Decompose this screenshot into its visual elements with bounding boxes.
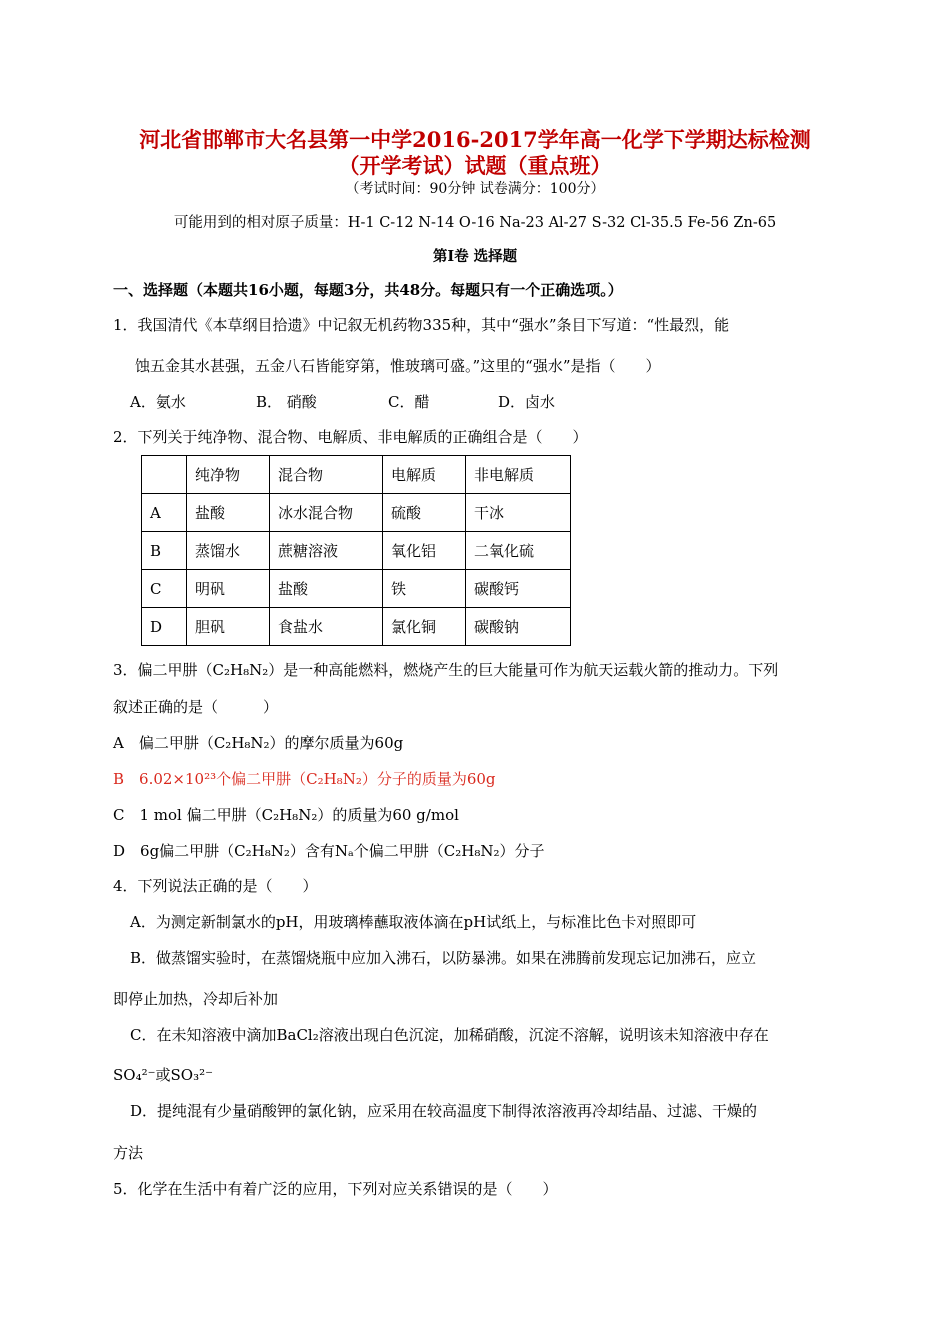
table-header-cell: 电解质 [383,456,466,494]
exam-title-line2: （开学考试）试题（重点班） [338,153,612,178]
table-cell: 碳酸钠 [466,608,571,646]
table-cell: 食盐水 [270,608,383,646]
section1-heading: 一、选择题（本题共16小题，每题3分，共48分。每题只有一个正确选项。） [113,281,623,299]
part-title: 第Ⅰ卷 选择题 [432,248,518,265]
table-cell: 干冰 [466,494,571,532]
table-header-cell: 纯净物 [187,456,270,494]
table-cell: 冰水混合物 [270,494,383,532]
q1-option-c: C．醋 [388,393,430,411]
table-header-row [142,456,571,494]
table-header-cell: 非电解质 [466,456,571,494]
table-cell: 盐酸 [187,494,270,532]
q3-line2: 叙述正确的是（ ） [113,698,279,716]
table-cell: C [142,570,187,608]
q4-option-d-line2: 方法 [113,1144,144,1162]
atomic-masses: 可能用到的相对原子质量：H-1 C-12 N-14 O-16 Na-23 Al-27 S-32 Cl-35.5 Fe-56 Zn-65 [173,215,777,231]
q2-table [141,455,571,646]
table-cell: 二氧化硫 [466,532,571,570]
q4-option-b-line1: B．做蒸馏实验时，在蒸馏烧瓶中应加入沸石，以防暴沸。如果在沸腾前发现忘记加沸石，应立 [130,949,757,967]
q3-option-d: D 6g偏二甲肼（C₂H₈N₂）含有Nₐ个偏二甲肼（C₂H₈N₂）分子 [113,842,545,860]
table-cell: 碳酸钙 [466,570,571,608]
q3-option-b: B 6.02×10²³个偏二甲肼（C₂H₈N₂）分子的质量为60g [113,770,496,788]
table-cell: 明矾 [187,570,270,608]
table-row [142,570,571,608]
q1-option-b: B． 硝酸 [256,393,317,411]
q4-option-c-line1: C．在未知溶液中滴加BaCl₂溶液出现白色沉淀，加稀硝酸，沉淀不溶解，说明该未知溶液中存在 [130,1026,769,1044]
table-cell: 铁 [383,570,466,608]
q4-option-c-line2: SO₄²⁻或SO₃²⁻ [113,1066,214,1084]
q5-stem: 5．化学在生活中有着广泛的应用，下列对应关系错误的是（ ） [113,1180,558,1198]
table-cell: 胆矾 [187,608,270,646]
q4-option-b-line2: 即停止加热，冷却后补加 [113,990,279,1008]
table-cell: 蒸馏水 [187,532,270,570]
table-row [142,608,571,646]
q4-option-a: A．为测定新制氯水的pH，用玻璃棒蘸取液体滴在pH试纸上，与标准比色卡对照即可 [130,913,697,931]
table-row [142,494,571,532]
table-header-cell: 混合物 [270,456,383,494]
q1-line1: 1．我国清代《本草纲目拾遗》中记叙无机药物335种，其中“强水”条目下写道：“性最烈，能 [113,316,730,334]
table-row [142,532,571,570]
table-header-cell [142,456,187,494]
table-cell: 硫酸 [383,494,466,532]
exam-info: （考试时间：90分钟 试卷满分：100分） [345,181,605,197]
table-cell: 盐酸 [270,570,383,608]
table-cell: 蔗糖溶液 [270,532,383,570]
q4-stem: 4．下列说法正确的是（ ） [113,877,318,895]
table-cell: A [142,494,187,532]
table-cell: B [142,532,187,570]
q1-option-a: A．氨水 [130,393,186,411]
q3-line1: 3．偏二甲肼（C₂H₈N₂）是一种高能燃料，燃烧产生的巨大能量可作为航天运载火箭的推动力。下列 [113,661,779,679]
q1-option-d: D．卤水 [498,393,556,411]
table-cell: 氧化铝 [383,532,466,570]
table-cell: D [142,608,187,646]
q3-option-a: A 偏二甲肼（C₂H₈N₂）的摩尔质量为60g [113,734,404,752]
table-cell: 氯化铜 [383,608,466,646]
q1-line2: 蚀五金其水甚强，五金八石皆能穿第，惟玻璃可盛。”这里的“强水”是指（ ） [135,357,661,375]
q2-stem: 2．下列关于纯净物、混合物、电解质、非电解质的正确组合是（ ） [113,428,588,446]
q4-option-d-line1: D．提纯混有少量硝酸钾的氯化钠，应采用在较高温度下制得浓溶液再冷却结晶、过滤、干燥的 [130,1102,758,1120]
q3-option-c: C 1 mol 偏二甲肼（C₂H₈N₂）的质量为60 g/mol [113,806,459,824]
exam-title-line1: 河北省邯郸市大名县第一中学2016-2017学年高一化学下学期达标检测 [139,127,811,152]
